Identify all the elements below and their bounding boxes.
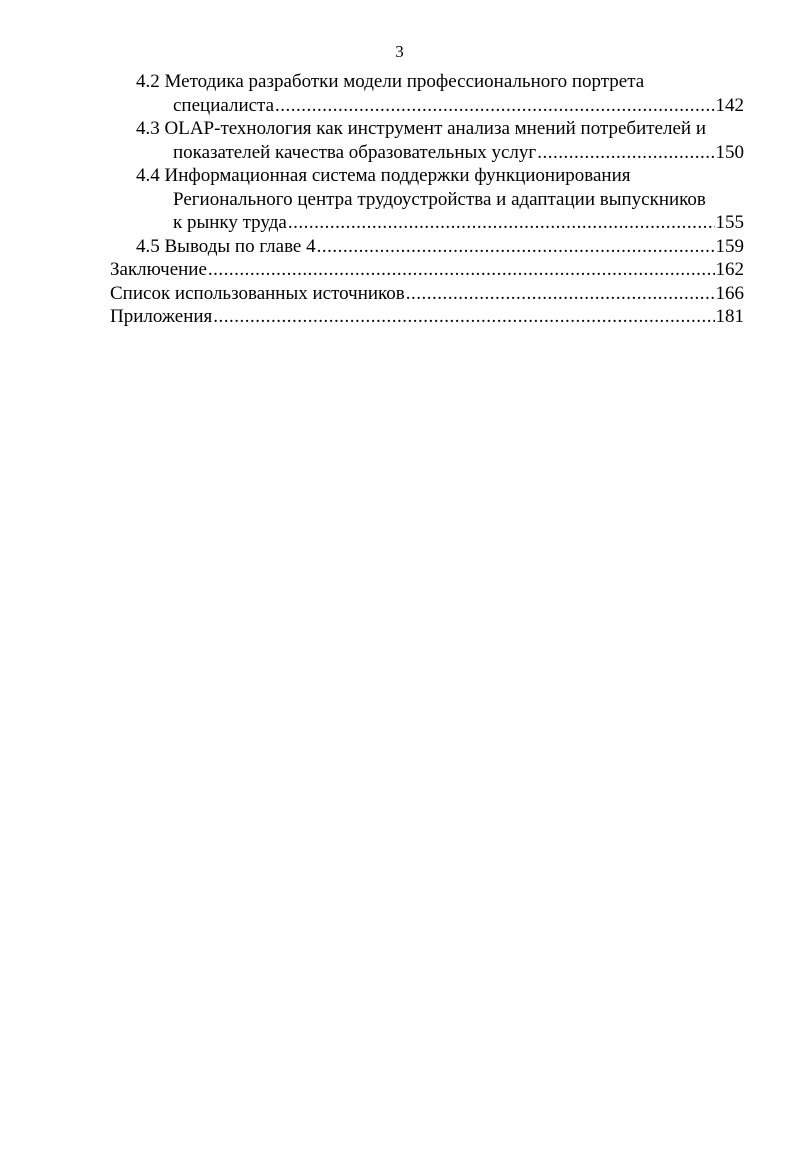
toc-entry-4-2[interactable]	[110, 70, 744, 117]
toc-entry-leader-line	[136, 94, 744, 118]
toc-entry-title-continuation: показателей качества образовательных услуг	[173, 141, 537, 163]
toc-entry-title-continuation: к рынку труда	[173, 212, 287, 233]
toc-entry-title: Заключение	[110, 259, 207, 280]
toc-entry-conclusion[interactable]	[110, 258, 744, 282]
toc-entry-references[interactable]	[110, 282, 744, 306]
toc-entry-4-4[interactable]	[110, 164, 744, 235]
toc-entry-number: 4.4	[136, 165, 160, 186]
toc-entry-title-line	[136, 70, 744, 94]
toc-entry-4-3[interactable]	[110, 117, 744, 164]
toc-entry-page: 150	[715, 141, 744, 163]
toc-entry-number: 4.5	[136, 235, 160, 257]
toc-entry-number: 4.2	[136, 71, 160, 92]
toc-entry-title-line	[136, 235, 316, 259]
dot-leader	[288, 211, 715, 235]
toc-entry-leader-line	[136, 211, 744, 235]
toc-entry-page: 162	[715, 259, 744, 280]
toc-entry-appendices[interactable]	[110, 305, 744, 329]
dot-leader	[208, 258, 715, 282]
toc-entry-title-continuation: специалиста	[173, 94, 275, 116]
toc-entry-leader-line	[136, 141, 744, 165]
toc-entry-leader-line	[110, 258, 744, 282]
toc-entry-title: Выводы по главе 4	[164, 235, 316, 257]
dot-leader	[317, 235, 715, 259]
toc-entry-title-continuation: Регионального центра трудоустройства и адаптации выпускников	[173, 188, 706, 210]
toc-entry-title: Приложения	[110, 306, 213, 327]
toc-entry-title: Методика разработки модели профессионального портрета	[164, 71, 645, 92]
toc-entry-title: Информационная система поддержки функционирования	[164, 165, 631, 186]
toc-entry-4-5[interactable]	[110, 235, 744, 259]
toc-entry-title: Список использованных источников	[110, 282, 405, 304]
dot-leader	[537, 141, 714, 165]
toc-entry-title-line	[136, 164, 744, 188]
toc-entry-page: 155	[715, 212, 744, 233]
toc-entry-leader-line	[110, 305, 744, 329]
toc-entry-page: 166	[715, 282, 744, 304]
toc-entry-number: 4.3	[136, 118, 160, 139]
toc-entry-page: 159	[715, 235, 744, 257]
toc-entry-page: 181	[715, 306, 744, 327]
table-of-contents	[110, 70, 744, 329]
toc-entry-leader-line	[110, 282, 744, 306]
toc-entry-page: 142	[715, 94, 744, 116]
toc-entry-title: OLAP-технология как инструмент анализа мнений потребителей и	[164, 118, 706, 139]
toc-entry-title-line	[136, 117, 744, 141]
dot-leader	[406, 282, 715, 306]
dot-leader	[275, 94, 714, 118]
dot-leader	[213, 305, 714, 329]
toc-entry-leader-line	[136, 235, 744, 259]
page-number: 3	[395, 42, 404, 61]
